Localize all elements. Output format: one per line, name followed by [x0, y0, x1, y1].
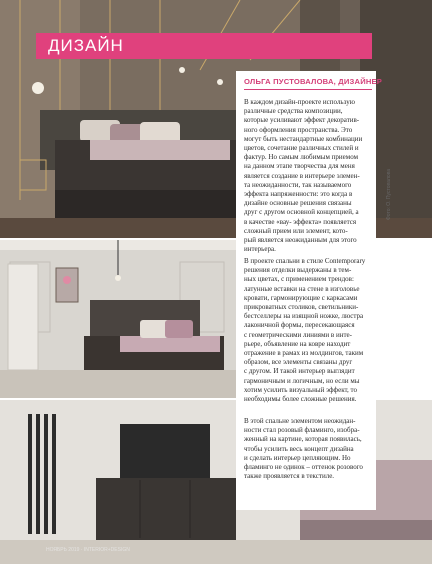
section-header-bar — [36, 33, 372, 59]
section-title: ДИЗАЙН — [48, 36, 124, 55]
photo-credit: Фото: О. Пустовалова — [386, 168, 392, 220]
page-footer: НОЯБРЬ 2019 · INTERIOR+DESIGN — [46, 547, 130, 553]
article-paragraph: В каждом дизайн-проекте использую различные средства композиции, которые усиливают эффект декоратив- ного оформления пространства. Это могут быть нестандартные комбинации цветов, сочетание различных стилей и фактур. Но самым любимым приемом на данном этапе творчества для меня является создание в интерьере элемен- та неожиданности, так называемого эффекта напряженности: это когда в дизайне основные решения связаны друг с другом основной концепцией, а в качестве «вау- эффекта» появляется сложный прием или элемент, кото- рый является неожиданным для этого интерьера. — [244, 98, 363, 254]
article-text-panel — [236, 71, 383, 510]
bedroom-photo-light — [0, 240, 236, 398]
author-heading: ОЛЬГА ПУСТОВАЛОВА, ДИЗАЙНЕР — [244, 77, 383, 86]
article-paragraph: В проекте спальни в стиле Contemporary решения отделки выдержаны в тем- ных цветах, с применением трендов: латунные вставки на стене в изголовье кровати, гармонирующие с каркасами прикроватных столиков, светильники- бестселлеры на изящной ножке, люстра лаконичной формы, пересекающаяся с геометрическими линиями в инте- рьере, объявление на ковре находит отражение в рамах из молдингов, таким образом, все элементы связаны друг с другом. И такой интерьер выглядит гармоничным и логичным, но если мы хотим усилить визуальный эффект, то необходимы более сложные решения. — [244, 257, 366, 404]
article-paragraph: В этой спальне элементом неожидан- ности стал розовый фламинго, изобра- женный на картине, которая появилась, чтобы усилить весь концепт дизайна и сделать интерьер цепляющим. Но фламинго не одинок – оттенок розового также проявляется в текстиле. — [244, 417, 363, 481]
author-rule-divider — [244, 89, 372, 90]
